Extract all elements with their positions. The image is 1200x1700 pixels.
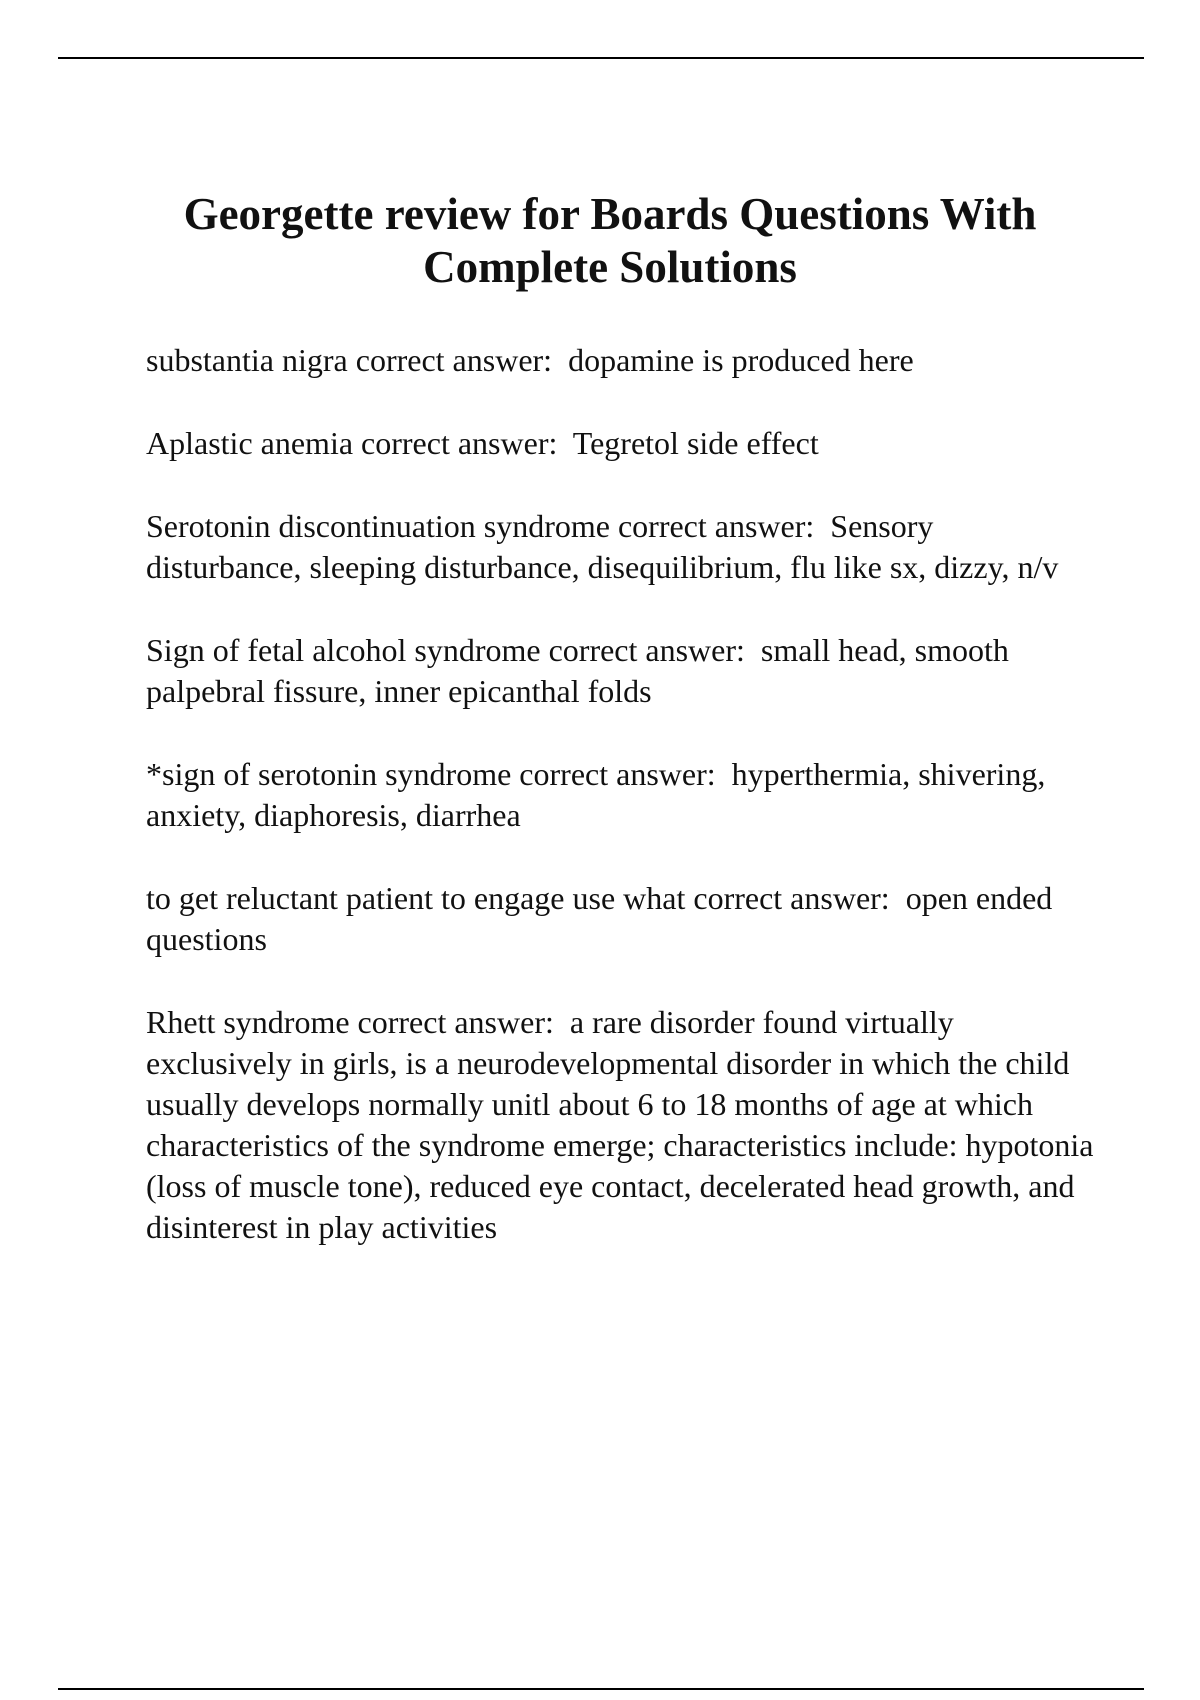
footer-rule xyxy=(58,1688,1144,1690)
qa-item xyxy=(146,1002,1094,1248)
answer-marker: correct answer: xyxy=(693,880,890,916)
answer-marker: correct answer: xyxy=(519,756,716,792)
answer-text: hyperthermia, shivering, anxiety, diaphoresis, diarrhea xyxy=(146,756,1046,833)
qa-item xyxy=(146,506,1094,588)
answer-text: Sensory disturbance, sleeping disturbance, disequilibrium, flu like sx, dizzy, n/v xyxy=(146,508,1059,585)
answer-marker: correct answer: xyxy=(361,425,558,461)
answer-marker: correct answer: xyxy=(355,342,553,378)
question-text: Rhett syndrome xyxy=(146,1004,350,1040)
qa-item xyxy=(146,630,1094,712)
question-text: *sign of serotonin syndrome xyxy=(146,756,512,792)
question-text: Serotonin discontinuation syndrome xyxy=(146,508,610,544)
answer-marker: correct answer: xyxy=(617,508,815,544)
answer-text: dopamine is produced here xyxy=(568,342,914,378)
qa-item xyxy=(146,878,1094,960)
qa-item xyxy=(146,423,1094,464)
qa-item xyxy=(146,754,1094,836)
answer-text: a rare disorder found virtually exclusively in girls, is a neurodevelopmental disorder in which the child usually develops normally unitl about 6 to 18 months of age at which characteristics of the syndrome emerge; characteristics include: hypotonia (loss of muscle tone), reduced eye contact, decelerated head growth, and disinterest in play activities xyxy=(146,1004,1094,1245)
answer-text: small head, smooth palpebral fissure, inner epicanthal folds xyxy=(146,632,1009,709)
qa-item xyxy=(146,340,1094,381)
question-text: to get reluctant patient to engage use what xyxy=(146,880,686,916)
header-rule xyxy=(58,57,1144,59)
answer-marker: correct answer: xyxy=(548,632,745,668)
page-title: Georgette review for Boards Questions With Complete Solutions xyxy=(183,189,1037,292)
question-text: Sign of fetal alcohol syndrome xyxy=(146,632,541,668)
answer-marker: correct answer: xyxy=(357,1004,554,1040)
answer-text: open ended questions xyxy=(146,880,1053,957)
qa-list xyxy=(146,340,1094,1290)
answer-text: Tegretol side effect xyxy=(572,425,819,461)
question-text: Aplastic anemia xyxy=(146,425,354,461)
question-text: substantia nigra xyxy=(146,342,348,378)
